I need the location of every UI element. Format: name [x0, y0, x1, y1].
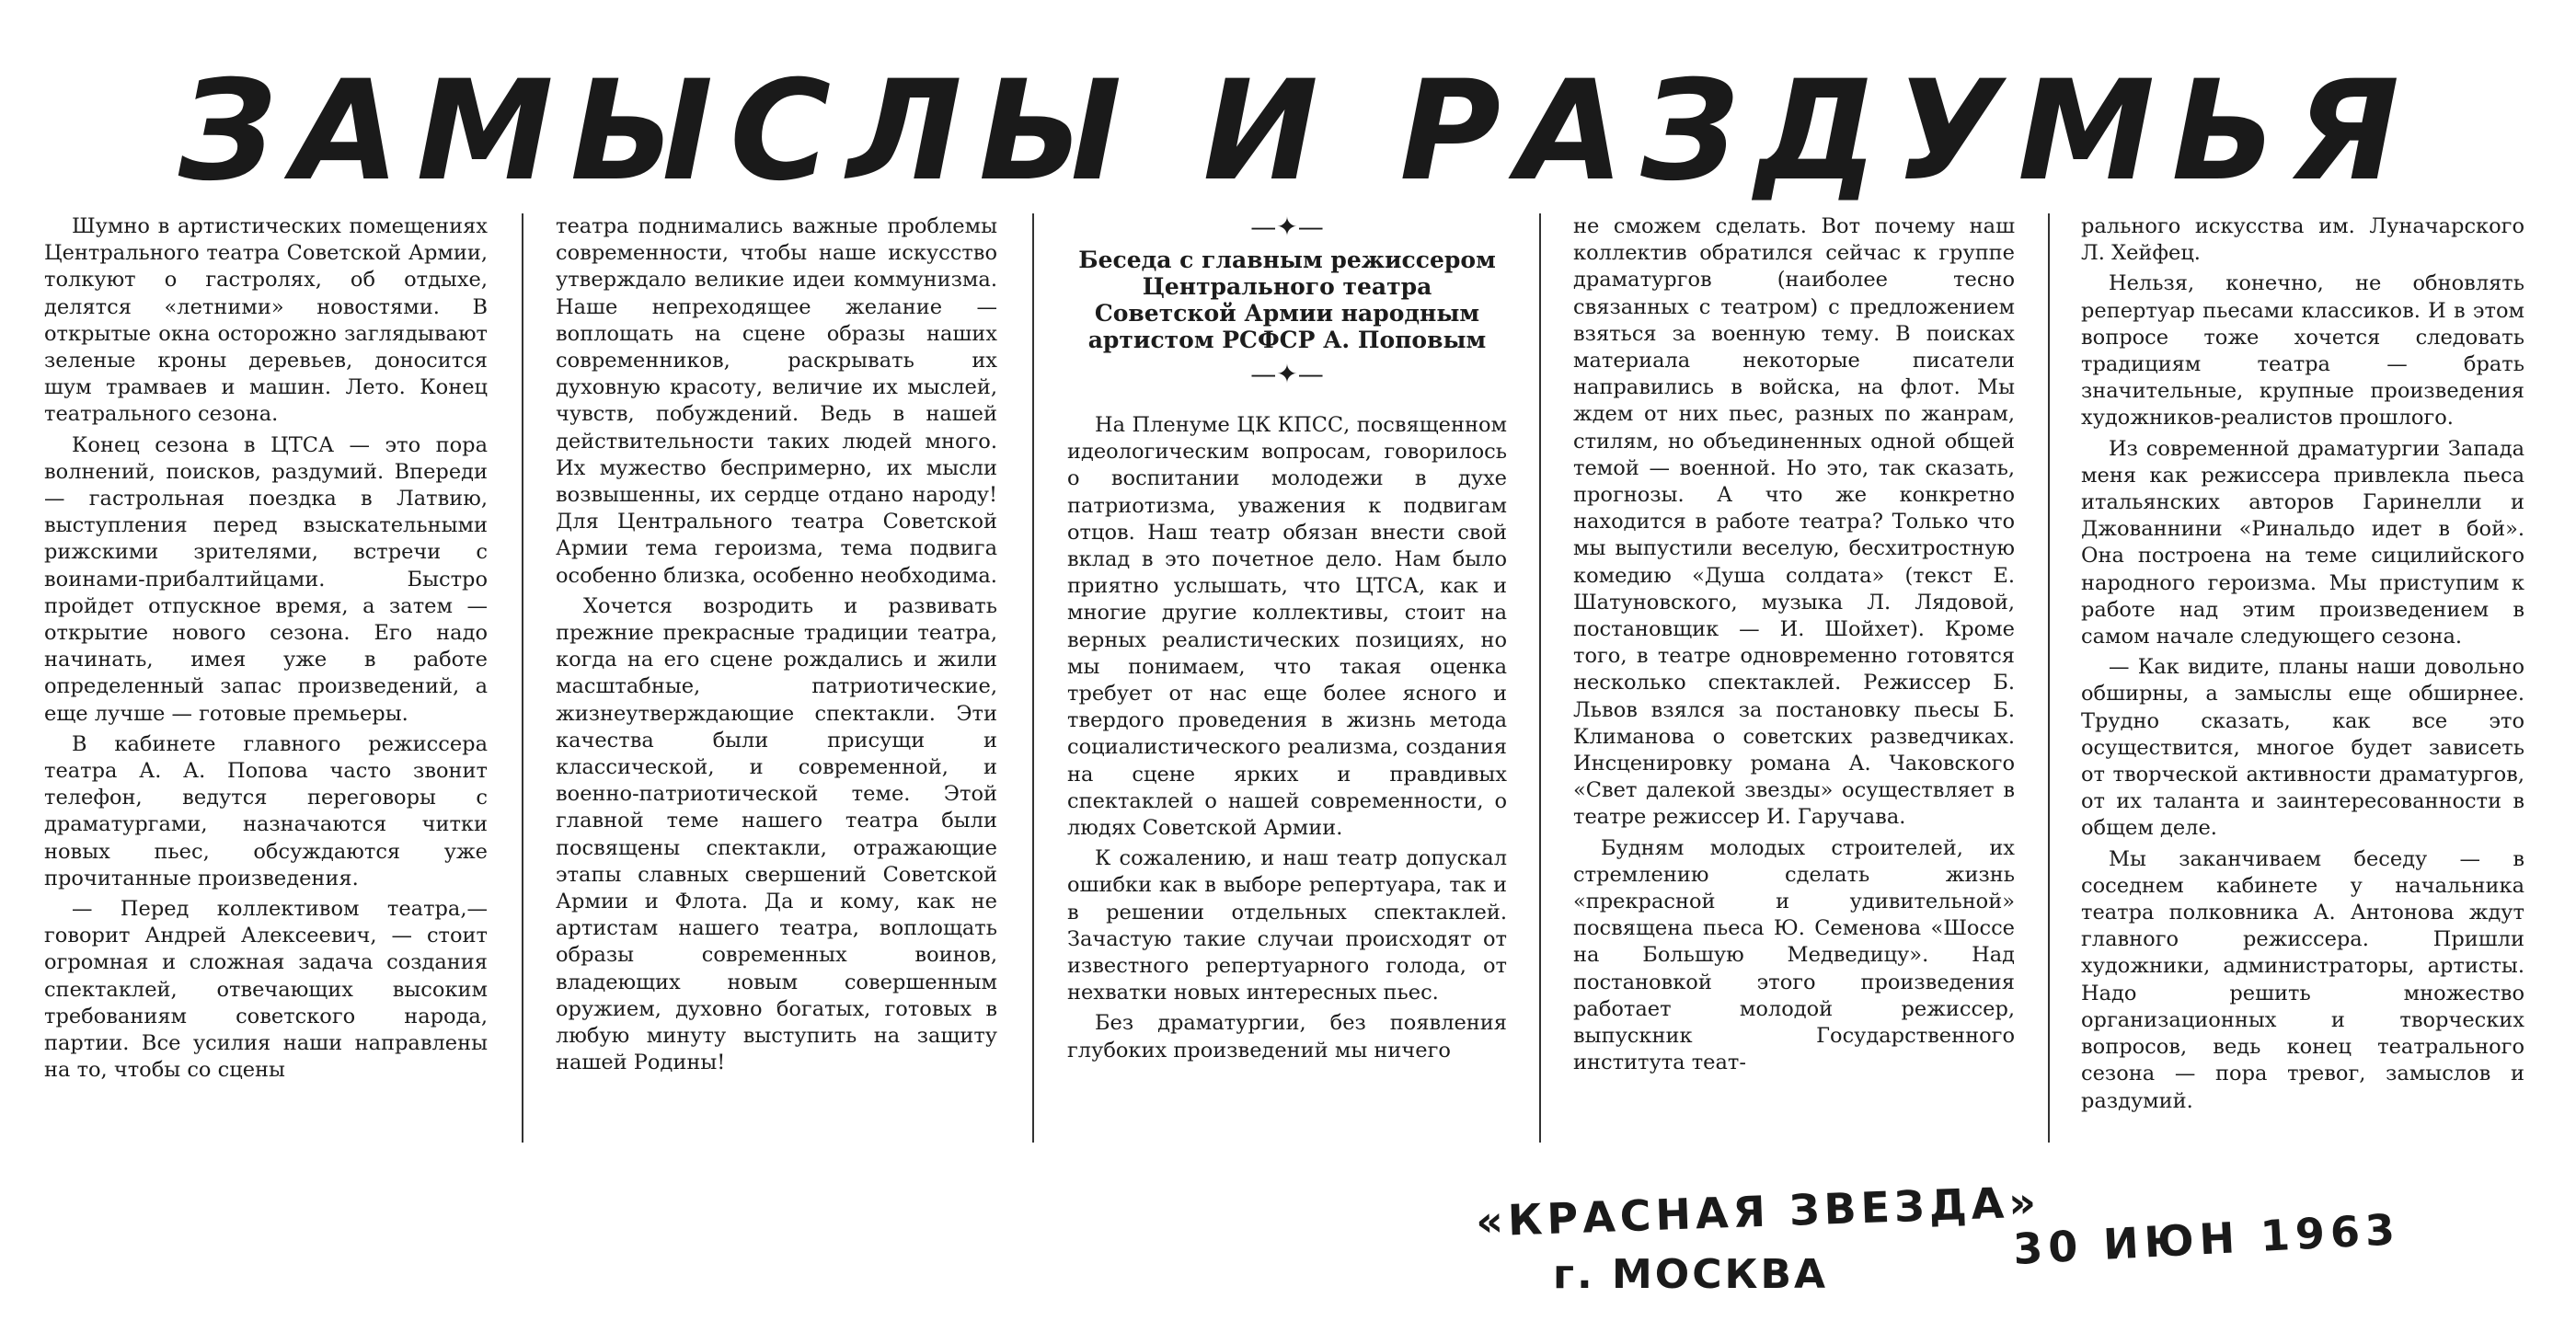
paragraph: Конец сезона в ЦТСА — это пора волнений, поисков, раздумий. Впереди — гастрольная поездка в Латвию, выступления перед взыскательными рижскими зрителями, встречи с воинами-прибалтийцами. Быстро пройдет отпускное время, а затем — открытие нового сезона. Его надо начинать, имея уже в работе определенный запас произведений, а еще лучше — готовые премьеры. [44, 432, 488, 726]
paragraph: театра поднимались важные проблемы современности, чтобы наше искусство утверждало великие идеи коммунизма. Наше непреходящее желание — воплощать на сцене образы наших современников, раскрывать их духовную красоту, величие их мыслей, чувств, побуждений. Ведь в нашей действительности таких людей много. Их мужество беспримерно, их мысли возвышенны, их сердце отдано народу! Для Центрального театра Советской Армии тема героизма, тема подвига особенно близка, особенно необходима. [556, 214, 997, 588]
ornament-divider: —✦— [1250, 359, 1324, 389]
paragraph: К сожалению, и наш театр допускал ошибки как в выборе репертуара, так и в решении отдельных спектаклей. Зачастую такие случаи происходят от известного репертуарного голода, от нехватки новых интересных пьес. [1067, 846, 1507, 1005]
column-divider [2048, 213, 2050, 1143]
paragraph: Из современной драматургии Запада меня как режиссера привлекла пьеса итальянских авторов Гаринелли и Джованнини «Ринальдо идет в бой». Она построена на теме сицилийского народного героизма. Мы приступим к работе над этим произведением в самом начале следующего сезона. [2081, 436, 2524, 649]
paragraph: Мы заканчиваем беседу — в соседнем кабинете у начальника театра полковника А. Антонова ждут главного режиссера. Пришли художники, администраторы, артисты. Надо решить множество организационных и творческих вопросов, ведь конец театрального сезона — пора тревог, замыслов и раздумий. [2081, 846, 2524, 1113]
city-stamp: г. МОСКВА [1553, 1251, 1829, 1298]
interview-subtitle: Беседа с главным режиссером Центрального театра Советской Армии народным артистом РСФСР А. Поповым [1078, 247, 1496, 353]
paragraph: В кабинете главного режиссера театра А. А. Попова часто звонит телефон, ведутся переговоры с драматургами, назначаются читки новых пьес, обсуждаются уже прочитанные произведения. [44, 731, 488, 890]
paragraph: Нельзя, конечно, не обновлять репертуар пьесами классиков. И в этом вопросе тоже хочется следовать традициям театра — брать значительные, крупные произведения художников-реалистов прошлого. [2081, 271, 2524, 431]
paragraph: На Пленуме ЦК КПСС, посвященном идеологическим вопросам, говорилось о воспитании молодежи в духе патриотизма, уважения к подвигам отцов. Наш театр обязан внести свой вклад в это почетное дело. Нам было приятно услышать, что ЦТСА, как и многие другие коллективы, стоит на верных реалистических позициях, но мы понимаем, что такая оценка требует от нас еще более ясного и твердого проведения в жизнь метода социалистического реализма, создания на сцене ярких и правдивых спектаклей о нашей современности, о людях Советской Армии. [1067, 413, 1507, 841]
date-stamp: 30 ИЮН 1963 [2011, 1204, 2402, 1274]
column-divider [522, 213, 523, 1143]
paragraph: Шумно в артистических помещениях Центрального театра Советской Армии, толкуют о гастролях, об отдыхе, делятся «летними» новостями. В открытые окна осторожно заглядывают зеленые кроны деревьев, доносится шум трамваев и машин. Лето. Конец театрального сезона. [44, 214, 488, 427]
article-column-3 [1067, 213, 1507, 1064]
paragraph: — Как видите, планы наши довольно обширны, а замыслы еще обширнее. Трудно сказать, как все это осуществится, многое будет зависеть от творческой активности драматургов, от их таланта и заинтересованности в общем деле. [2081, 655, 2524, 841]
newspaper-stamp: «КРАСНАЯ ЗВЕЗДА» [1475, 1177, 2041, 1246]
paragraph: не сможем сделать. Вот почему наш коллектив обратился сейчас к группе драматургов (наиболее тесно связанных с театром) с предложением взяться за военную тему. В поисках материала некоторые писатели направились в войска, на флот. Мы ждем от них пьес, разных по жанрам, стилям, но объединенных одной общей темой — военной. Но это, так сказать, прогнозы. А что же конкретно находится в работе театра? Только что мы выпустили веселую, бесхитростную комедию «Душа солдата» (текст Е. Шатуновского, музыка Л. Лядовой, постановщик — И. Шойхет). Кроме того, в театре одновременно готовятся несколько спектаклей. Режиссер Б. Львов взялся за постановку пьесы Б. Климанова о советских разведчиках. Инсценировку романа А. Чаковского «Свет далекой звезды» осуществляет в театре режиссер И. Гаручава. [1573, 214, 2015, 830]
column-divider [1032, 213, 1034, 1143]
paragraph: Хочется возродить и развивать прежние прекрасные традиции театра, когда на его сцене рождались и жили масштабные, патриотические, жизнеутверждающие спектакли. Эти качества были присущи и классической, и современной, и военно-патриотической теме. Этой главной теме нашего театра были посвящены спектакли, отражающие этапы славных свершений Советской Армии и Флота. Да и кому, как не артистам нашего театра, воплощать образы современных воинов, владеющих новым совершенным оружием, духовно богатых, готовых в любую минуту выступить на защиту нашей Родины! [556, 593, 997, 1075]
article-column-1 [44, 213, 488, 1085]
article-column-4 [1573, 213, 2015, 1077]
paragraph: — Перед коллективом театра,— говорит Андрей Алексеевич, — стоит огромная и сложная задача создания спектаклей, отвечающих высоким требованиям советского народа, партии. Все усилия наши направлены на то, чтобы со сцены [44, 897, 488, 1083]
paragraph: Без драматургии, без появления глубоких произведений мы ничего [1067, 1011, 1507, 1063]
article-column-5 [2081, 213, 2524, 1115]
column-divider [1539, 213, 1541, 1143]
paragraph: рального искусства им. Луначарского Л. Хейфец. [2081, 214, 2524, 266]
article-headline: ЗАМЫСЛЫ И РАЗДУМЬЯ [178, 52, 2417, 212]
paragraph: Будням молодых строителей, их стремлению сделать жизнь «прекрасной и удивительной» посвящена пьеса Ю. Семенова «Шоссе на Большую Медведицу». Над постановкой этого произведения работает молодой режиссер, выпускник Государственного института теат- [1573, 835, 2015, 1075]
article-column-2 [556, 213, 997, 1077]
ornament-divider: —✦— [1250, 212, 1324, 242]
